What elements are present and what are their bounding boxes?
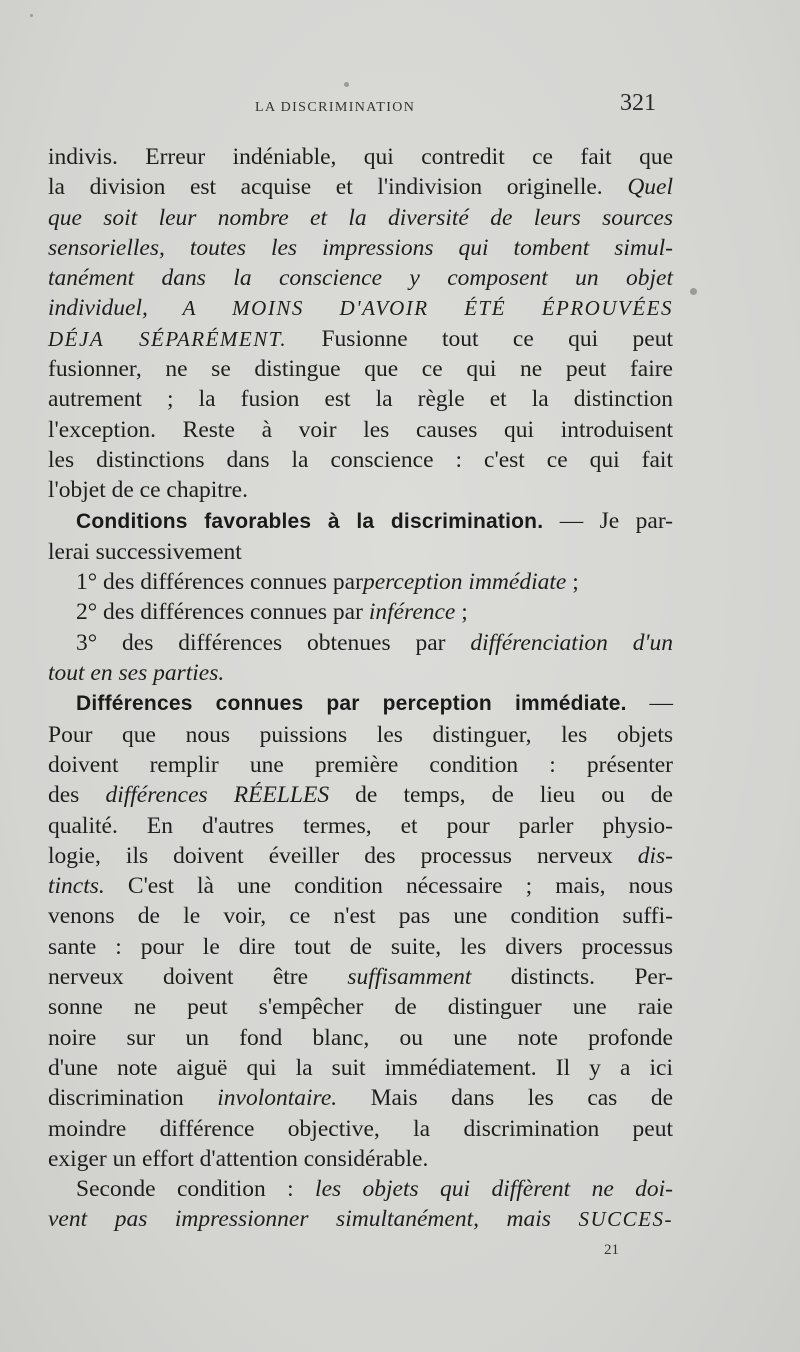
text-line (48, 780, 673, 810)
text-span: discrimination (48, 1085, 218, 1112)
text-span: des (48, 782, 106, 809)
text-line (48, 871, 673, 901)
text-line (48, 901, 673, 931)
italic-span: inférence (368, 599, 456, 626)
text-span: 3° des différences obtenues par (76, 629, 471, 656)
italic-span: que soit leur nombre et la diversité de leurs sources (48, 204, 673, 231)
text-line (48, 811, 673, 841)
text-line (48, 203, 673, 233)
text-line (48, 475, 673, 505)
italic-span: tout en ses parties. (48, 660, 225, 687)
text-span: — (626, 690, 673, 717)
text-line (48, 324, 673, 354)
list-item (48, 628, 673, 658)
text-span: C'est là une condition nécessaire ; mais, nous (104, 873, 673, 900)
text-span: 2° des différences connues par (76, 599, 369, 626)
italic-span: vent pas impressionner simultanément, mais (48, 1206, 579, 1233)
text-span: fusionner, ne se distingue que ce qui ne peut faire (48, 356, 673, 383)
text-line (48, 720, 673, 750)
text-span: 1° des différences connues par (76, 569, 363, 596)
text-span: doivent remplir une première condition : présenter (48, 751, 673, 778)
page-header (0, 88, 800, 120)
text-line (48, 415, 673, 445)
text-line (48, 750, 673, 780)
text-line (48, 354, 673, 384)
smallcaps-span: A MOINS D'AVOIR ÉTÉ ÉPROUVÉES (182, 296, 673, 321)
text-line (48, 1174, 673, 1204)
smallcaps-span: DÉJA SÉPARÉMENT. (48, 326, 288, 351)
text-line (48, 1204, 673, 1234)
page-number: 321 (620, 90, 656, 116)
paper-speck (344, 82, 349, 87)
text-line (48, 1053, 673, 1083)
text-span: Seconde condition : (76, 1176, 316, 1203)
text-span: autrement ; la fusion est la règle et la distinction (48, 386, 673, 413)
italic-span: perception immédiate (362, 569, 567, 596)
italic-span: dis- (637, 842, 673, 869)
text-line (48, 841, 673, 871)
text-line (48, 1023, 673, 1053)
paper-speck (30, 14, 33, 17)
text-span: de temps, de lieu ou de (329, 782, 673, 809)
section-heading: Différences connues par perception immédiate. (76, 692, 627, 716)
text-span: les distinctions dans la conscience : c'est ce qui fait (48, 446, 673, 473)
italic-span: les objets qui diffèrent ne doi- (315, 1176, 673, 1203)
italic-span: suffisamment (347, 964, 472, 991)
text-span: logie, ils doivent éveiller des processus nerveux (48, 842, 638, 869)
body-text (48, 142, 673, 1235)
printer-signature-mark: 21 (604, 1242, 619, 1258)
text-span: indivis. Erreur indéniable, qui contredit ce fait que (48, 144, 673, 170)
text-span: Pour que nous puissions les distinguer, les objets (48, 721, 673, 748)
section-heading: Conditions favorables à la discrimination. (76, 509, 544, 533)
text-line (48, 172, 673, 202)
text-line (48, 992, 673, 1022)
text-span: exiger un effort d'attention considérable. (48, 1145, 429, 1172)
smallcaps-span: SUCCES- (578, 1207, 673, 1232)
text-span: sante : pour le dire tout de suite, les divers processus (48, 933, 673, 960)
text-span: l'objet de ce chapitre. (48, 477, 248, 504)
text-span: d'une note aiguë qui la suit immédiatement. Il y a ici (48, 1054, 673, 1081)
text-span: la division est acquise et l'indivision originelle. (48, 174, 628, 201)
text-span: lerai successivement (48, 538, 242, 565)
paper-speck (690, 288, 697, 295)
text-line (48, 293, 673, 323)
text-line (48, 142, 673, 172)
text-span: ; (566, 569, 579, 596)
text-line (48, 537, 673, 567)
list-item (48, 597, 673, 627)
italic-span: individuel, (48, 295, 183, 322)
italic-span: tanément dans la conscience y composent un objet (48, 265, 673, 292)
text-line (48, 233, 673, 263)
text-line (48, 1144, 673, 1174)
section-heading-line (48, 506, 673, 537)
text-span: Mais dans les cas de (337, 1085, 673, 1112)
text-span: qualité. En d'autres termes, et pour parler physio- (48, 812, 673, 839)
text-span: nerveux doivent être (48, 964, 348, 991)
italic-span: sensorielles, toutes les impressions qui tombent simul- (48, 234, 673, 261)
text-span: — Je par- (543, 507, 673, 534)
section-heading-line (48, 688, 673, 719)
text-line (48, 384, 673, 414)
italic-span: Quel (627, 174, 673, 201)
text-span: distincts. Per- (471, 964, 673, 991)
italic-span: involontaire. (217, 1085, 338, 1112)
text-line (48, 1114, 673, 1144)
text-line (48, 445, 673, 475)
text-span: venons de le voir, ce n'est pas une condition suffi- (48, 903, 673, 930)
text-line (48, 658, 673, 688)
italic-span: différences RÉELLES (105, 782, 330, 809)
text-line (48, 263, 673, 293)
text-span: noire sur un fond blanc, ou une note profonde (48, 1024, 673, 1051)
text-span: sonne ne peut s'empêcher de distinguer une raie (48, 994, 673, 1021)
text-line (48, 932, 673, 962)
text-line (48, 1083, 673, 1113)
italic-span: tincts. (48, 873, 105, 900)
text-span: ; (455, 599, 468, 626)
list-item (48, 567, 673, 597)
running-title: LA DISCRIMINATION (255, 100, 416, 115)
text-span: Fusionne tout ce qui peut (287, 325, 673, 352)
italic-span: différenciation d'un (470, 629, 674, 656)
text-line (48, 962, 673, 992)
text-span: l'exception. Reste à voir les causes qui introduisent (48, 416, 673, 443)
text-span: moindre différence objective, la discrimination peut (48, 1115, 673, 1142)
